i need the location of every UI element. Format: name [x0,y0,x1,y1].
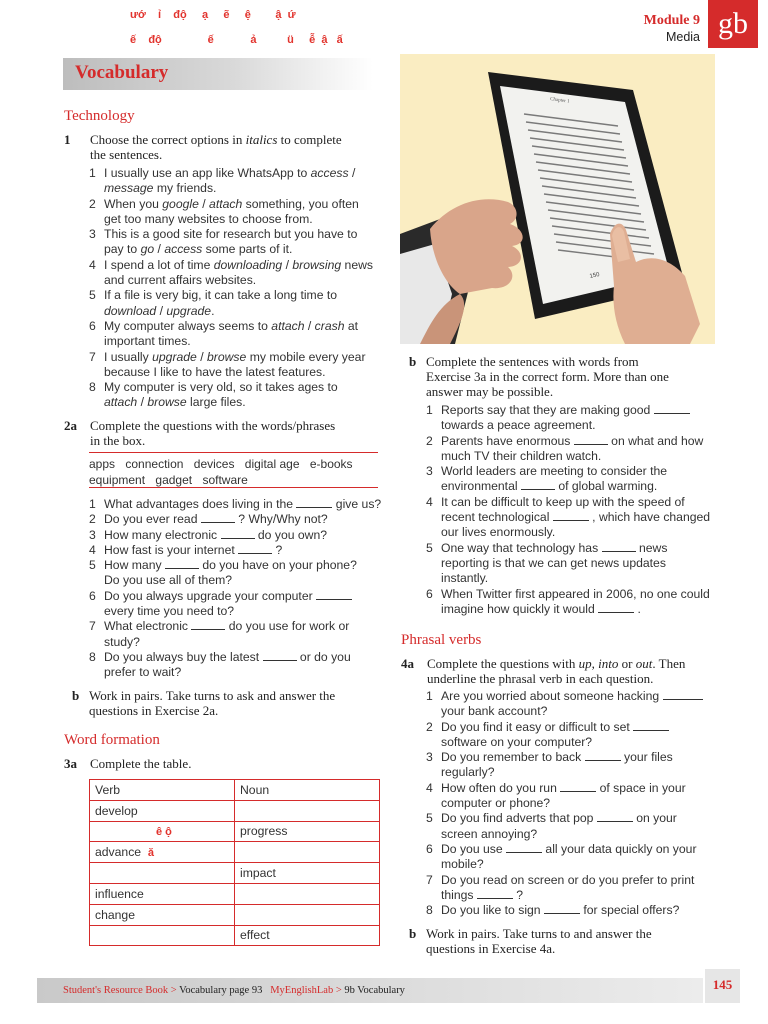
phrasal-verbs-heading: Phrasal verbs [401,632,482,648]
instruction-text: questions in Exercise 4a. [426,941,556,956]
overlay-text: ă [147,847,154,860]
table-cell: develop [90,800,235,821]
table-header-cell: Verb [90,780,235,801]
list-item: 5 How many do you have on your phone? Do you use all of them? [89,558,357,588]
answer-blank[interactable] [296,498,332,508]
module-heading [644,13,700,44]
word-box-item: connection [125,457,184,471]
list-item: 5 Do you find adverts that pop on your screen annoying? [426,811,677,841]
word-box-item: devices [193,457,235,471]
list-item: 6 When Twitter first appeared in 2006, no one could imagine how quickly it would . [426,586,710,616]
word-box-item: digital age [244,457,300,471]
vocabulary-title-bar [63,58,373,90]
exercise-number: b [409,926,417,941]
overlay-text-line-2: ế độ ế ả ü ễ ậ ấ [130,34,343,46]
instruction-text: underline the phrasal verb in each question. [427,671,654,686]
instruction-text: Work in pairs. Take turns to and answer the [426,926,652,941]
answer-blank[interactable] [574,435,608,445]
instruction-text: Complete the questions with the words/phrases [90,418,336,433]
table-cell-blank[interactable] [90,863,235,884]
table-cell: change [90,904,235,925]
table-header-cell: Noun [235,780,380,801]
exercise-number: b [409,354,417,369]
vocabulary-title: Vocabulary [75,62,169,83]
list-item: 3 This is a good site for research but you have to pay to go / access some parts of it. [89,227,358,257]
footer-link-srb[interactable]: Student's Resource Book [63,985,169,996]
exercise-3b-items [426,403,726,617]
table-cell-blank[interactable] [235,904,380,925]
answer-blank[interactable] [597,812,633,822]
answer-blank[interactable] [201,513,235,523]
word-box-item: equipment [89,473,146,487]
answer-blank[interactable] [553,511,589,521]
table-cell: effect [235,925,380,946]
instruction-text: Complete the questions with [427,656,579,671]
word-box-item: gadget [155,473,193,487]
footer-vocab-page[interactable]: Vocabulary page 93 [179,985,263,996]
table-cell-blank[interactable] [235,883,380,904]
instruction-text: Complete the table. [90,756,192,771]
answer-blank[interactable] [560,782,596,792]
footer-separator: > [333,985,345,996]
exercise-3b-instruction [409,354,729,402]
answer-blank[interactable] [633,721,669,731]
exercise-2a-instruction [64,418,384,450]
word-box-item: software [202,473,248,487]
instruction-emphasis: out [635,656,653,671]
instruction-text: the sentences. [90,147,163,162]
device-chapter-heading: Chapter 1 [549,97,570,105]
exercise-2b-instruction [72,688,392,720]
technology-heading: Technology [64,108,135,124]
answer-blank[interactable] [238,544,272,554]
instruction-text: answer may be possible. [426,384,554,399]
table-row [90,800,380,821]
word-box-item: apps [89,457,116,471]
instruction-text: Work in pairs. Take turns to ask and answer the [89,688,336,703]
answer-blank[interactable] [602,542,636,552]
tablet-hand-illustration [400,54,715,344]
device-page-number: 150 [589,272,601,280]
list-item: 1 Are you worried about someone hacking your bank account? [426,689,726,720]
answer-blank[interactable] [663,690,703,700]
list-item: 2 Do you find it easy or difficult to set software on your computer? [426,720,726,751]
answer-blank[interactable] [477,889,513,899]
module-title: Module 9 [643,13,700,28]
answer-blank[interactable] [521,480,555,490]
list-item: 4 It can be difficult to keep up with the speed of recent technological , which have changed our lives enormously. [426,494,711,540]
ereader-photo [400,54,715,344]
exercise-number: 4a [401,656,414,671]
instruction-text: . Then [652,656,686,671]
gb-badge: gb [708,0,758,48]
answer-blank[interactable] [598,603,634,613]
table-row [90,883,380,904]
answer-blank[interactable] [165,559,199,569]
table-cell: impact [235,863,380,884]
instruction-text: or [618,656,636,671]
answer-blank[interactable] [654,404,690,414]
answer-blank[interactable] [221,529,255,539]
list-item: 6 Do you always upgrade your computer every time you need to? [89,589,384,620]
exercise-number: 1 [64,132,71,147]
table-row [90,925,380,946]
exercise-4b-instruction [409,926,729,958]
table-cell-blank[interactable] [90,821,235,842]
list-item: 1 I usually use an app like WhatsApp to access / message my friends. [89,166,356,196]
word-box [89,452,378,488]
exercise-number: b [72,688,80,703]
exercise-3a-instruction [64,756,384,772]
footer-separator: > [168,985,180,996]
footer-link-mel[interactable]: MyEnglishLab [270,985,334,996]
table-row [90,904,380,925]
answer-blank[interactable] [544,904,580,914]
list-item: 7 Do you read on screen or do you prefer to print things ? [426,872,695,902]
exercise-2a-items [89,497,384,681]
footer-vocab-9b[interactable]: 9b Vocabulary [344,985,405,996]
list-item: 2 Parents have enormous on what and how much TV their children watch. [426,433,704,463]
table-cell-blank[interactable] [235,800,380,821]
table-cell-blank[interactable] [235,842,380,863]
module-subtitle: Media [665,30,700,44]
list-item: 8 Do you always buy the latest or do you prefer to wait? [89,649,351,680]
list-item: 7 I usually upgrade / browse my mobile every year because I like to have the latest features. [89,349,366,379]
table-cell-blank[interactable] [90,925,235,946]
instruction-emphasis: italics [245,132,278,147]
answer-blank[interactable] [263,651,297,661]
list-item: 2 When you google / attach something, you often get too many websites to choose from. [89,196,359,226]
list-item: 6 My computer always seems to attach / crash at important times. [89,318,359,349]
list-item: 8 Do you like to sign for special offers? [426,903,680,918]
table-row [90,821,380,842]
word-formation-table [89,779,380,946]
table-cell: advance ă [90,842,235,863]
list-item: 5 One way that technology has news reporting is that we can get news updates instantly. [426,540,668,586]
exercise-4a-instruction [401,656,731,688]
exercise-number: 2a [64,418,77,433]
table-cell: influence [90,883,235,904]
exercise-1-instruction [64,132,384,164]
list-item: 4 I spend a lot of time downloading / browsing news and current affairs websites. [89,257,373,288]
instruction-text: Complete the sentences with words from [426,354,639,369]
exercise-number: 3a [64,756,77,771]
answer-blank[interactable] [506,843,542,853]
list-item: 3 How many electronic do you own? [89,527,328,542]
word-box-item: e-books [309,457,353,471]
list-item: 3 Do you remember to back your files regularly? [426,750,673,780]
list-item: 2 Do you ever read ? Why/Why not? [89,512,328,527]
page-number: 145 [705,969,740,1003]
overlay-text-line-1: ướ ỉ độ ạ ẽ ệ ậ ứ [130,9,296,21]
instruction-text: Choose the correct options in [90,132,246,147]
instruction-text: Exercise 3a in the correct form. More than one [426,369,669,384]
instruction-emphasis: up, into [578,656,619,671]
list-item: 4 How often do you run of space in your computer or phone? [426,780,686,811]
answer-blank[interactable] [316,590,352,600]
table-row [90,842,380,863]
exercise-4a-items [426,689,726,918]
list-item: 1 Reports say that they are making good towards a peace agreement. [426,403,726,434]
list-item: 4 How fast is your internet ? [89,542,283,557]
answer-blank[interactable] [585,751,621,761]
overlay-text: ê ộ [156,826,172,839]
answer-blank[interactable] [191,620,225,630]
list-item: 5 If a file is very big, it can take a long time to download / upgrade. [89,288,338,318]
footer-bar [37,978,703,1003]
list-item: 7 What electronic do you use for work or study? [89,619,350,649]
table-row [90,863,380,884]
word-formation-heading: Word formation [64,732,160,748]
instruction-text: in the box. [90,433,146,448]
table-cell: progress [235,821,380,842]
list-item: 6 Do you use all your data quickly on your mobile? [426,841,697,872]
list-item: 8 My computer is very old, so it takes ages to attach / browse large files. [89,380,338,410]
table-header-row [90,780,380,801]
instruction-text: questions in Exercise 2a. [89,703,219,718]
exercise-1-items [89,166,379,411]
list-item: 1 What advantages does living in the give us? [89,497,382,511]
instruction-text: to complete [277,132,342,147]
list-item: 3 World leaders are meeting to consider the environmental of global warming. [426,464,668,494]
